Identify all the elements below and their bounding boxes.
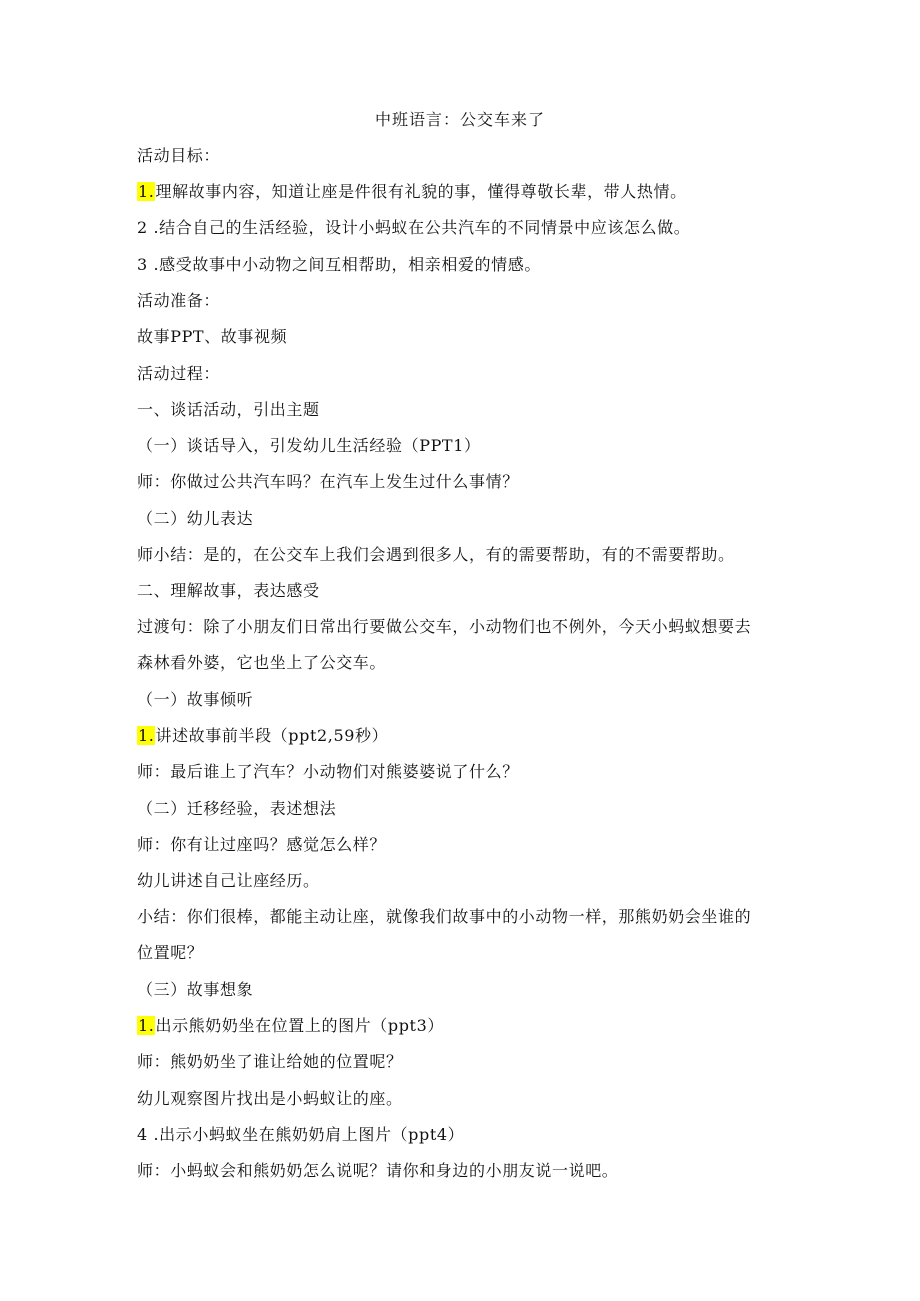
section-heading-preparation: 活动准备： [137,291,221,310]
teacher-line: 师：小蚂蚁会和熊奶奶怎么说呢？请你和身边的小朋友说一说吧。 [137,1161,619,1180]
process-step: （三）故事想象 [137,980,254,999]
story-step-1: 1.讲述故事前半段（ppt2,59秒） [138,726,389,745]
teacher-line: 师：最后谁上了汽车？小动物们对熊婆婆说了什么？ [137,762,519,781]
child-activity: 幼儿观察图片找出是小蚂蚁让的座。 [137,1089,403,1108]
goal-item-2: 2 .结合自己的生活经验，设计小蚂蚁在公共汽车的不同情景中应该怎么做。 [137,218,691,237]
section-heading-process: 活动过程： [137,364,221,383]
transition-text-cont: 森林看外婆，它也坐上了公交车。 [137,653,387,672]
summary-text-cont: 位置呢？ [137,943,204,962]
process-step: （一）谈话导入，引发幼儿生活经验（PPT1） [137,436,481,455]
section-heading-goals: 活动目标： [137,146,221,165]
process-step: （二）幼儿表达 [137,509,254,528]
highlighted-number: 1. [138,726,155,745]
child-activity: 幼儿讲述自己让座经历。 [137,871,320,890]
highlighted-number: 1. [138,182,155,201]
summary-text: 小结：你们很棒，都能主动让座，就像我们故事中的小动物一样，那熊奶奶会坐谁的 [137,907,752,926]
process-part-1-heading: 一、谈话活动，引出主题 [137,400,320,419]
highlighted-number: 1. [138,1016,155,1035]
process-step: （一）故事倾听 [137,690,254,709]
goal-item-1: 1.理解故事内容，知道让座是件很有礼貌的事，懂得尊敬长辈，带人热情。 [138,182,687,201]
document-title: 中班语言：公交车来了 [374,110,545,129]
teacher-line: 师：你做过公共汽车吗？在汽车上发生过什么事情？ [137,472,519,491]
transition-text: 过渡句：除了小朋友们日常出行要做公交车，小动物们也不例外，今天小蚂蚁想要去 [137,617,752,636]
teacher-line: 师：熊奶奶坐了谁让给她的位置呢？ [137,1052,403,1071]
story-step-imagine: 1.出示熊奶奶坐在位置上的图片（ppt3） [138,1016,444,1035]
story-step-4: 4 .出示小蚂蚁坐在熊奶奶肩上图片（ppt4） [137,1125,465,1144]
process-part-2-heading: 二、理解故事，表达感受 [137,581,320,600]
teacher-line: 师：你有让过座吗？感觉怎么样？ [137,835,387,854]
goal-item-3: 3 .感受故事中小动物之间互相帮助，相亲相爱的情感。 [137,255,541,274]
process-step: （二）迁移经验，表述想法 [137,799,337,818]
teacher-summary: 师小结：是的，在公交车上我们会遇到很多人，有的需要帮助，有的不需要帮助。 [137,545,735,564]
preparation-text: 故事PPT、故事视频 [137,327,288,346]
